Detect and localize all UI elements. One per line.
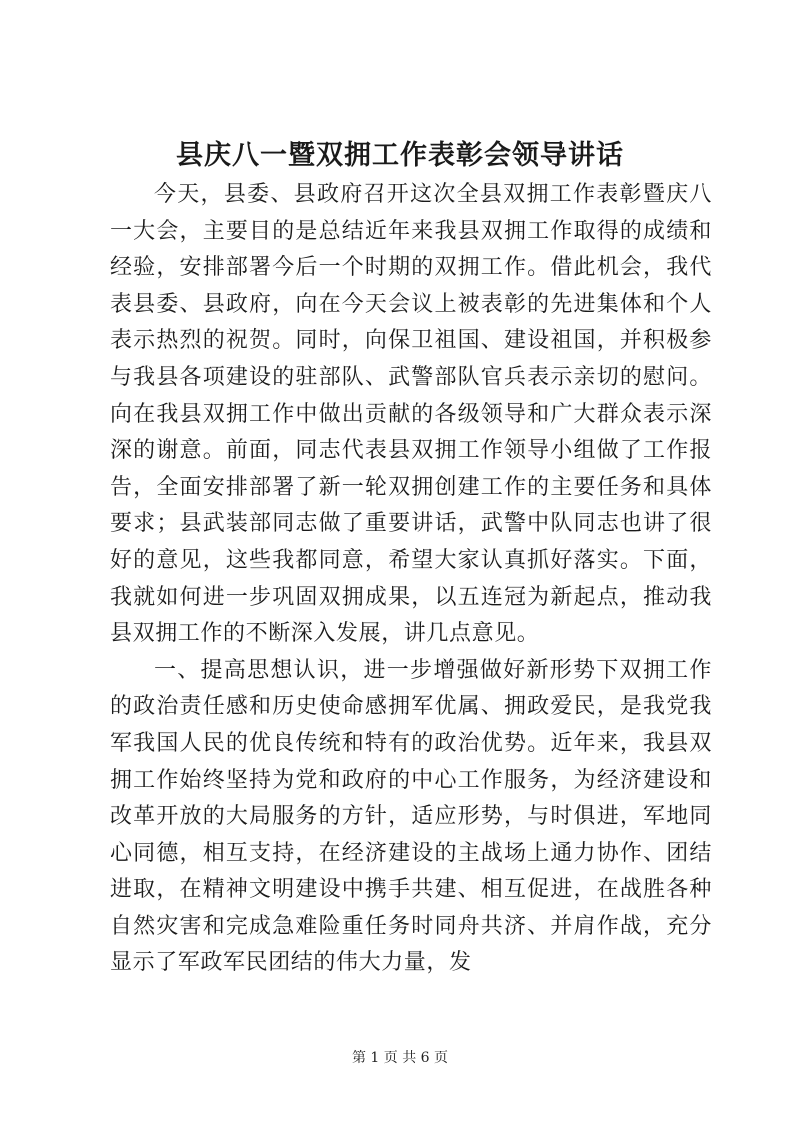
paragraph-opening: 今天，县委、县政府召开这次全县双拥工作表彰暨庆八一大会，主要目的是总结近年来我县双拥工作取得的成绩和经验，安排部署今后一个时期的双拥工作。借此机会，我代表县委、县政府，向在今天会议上被表彰的先进集体和个人表示热烈的祝贺。同时，向保卫祖国、建设祖国，并积极参与我县各项建设的驻部队、武警部队官兵表示亲切的慰问。向在我县双拥工作中做出贡献的各级领导和广大群众表示深深的谢意。前面，同志代表县双拥工作领导小组做了工作报告，全面安排部署了新一轮双拥创建工作的主要任务和具体要求；县武装部同志做了重要讲话，武警中队同志也讲了很好的意见，这些我都同意，希望大家认真抓好落实。下面，我就如何进一步巩固双拥成果，以五连冠为新起点，推动我县双拥工作的不断深入发展，讲几点意见。 xyxy=(110,182,712,647)
document-title: 县庆八一暨双拥工作表彰会领导讲话 xyxy=(176,140,624,171)
paragraph-section-one: 一、提高思想认识，进一步增强做好新形势下双拥工作的政治责任感和历史使命感拥军优属、拥政爱民，是我党我军我国人民的优良传统和特有的政治优势。近年来，我县双拥工作始终坚持为党和政府的中心工作服务，为经济建设和改革开放的大局服务的方针，适应形势，与时俱进，军地同心同德，相互支持，在经济建设的主战场上通力协作、团结进取，在精神文明建设中携手共建、相互促进，在战胜各种自然灾害和完成急难险重任务时同舟共济、并肩作战，充分显示了军政军民团结的伟大力量，发 xyxy=(110,657,712,976)
page-footer: 第 1 页 共 6 页 xyxy=(351,1050,449,1066)
document-body xyxy=(110,177,712,982)
